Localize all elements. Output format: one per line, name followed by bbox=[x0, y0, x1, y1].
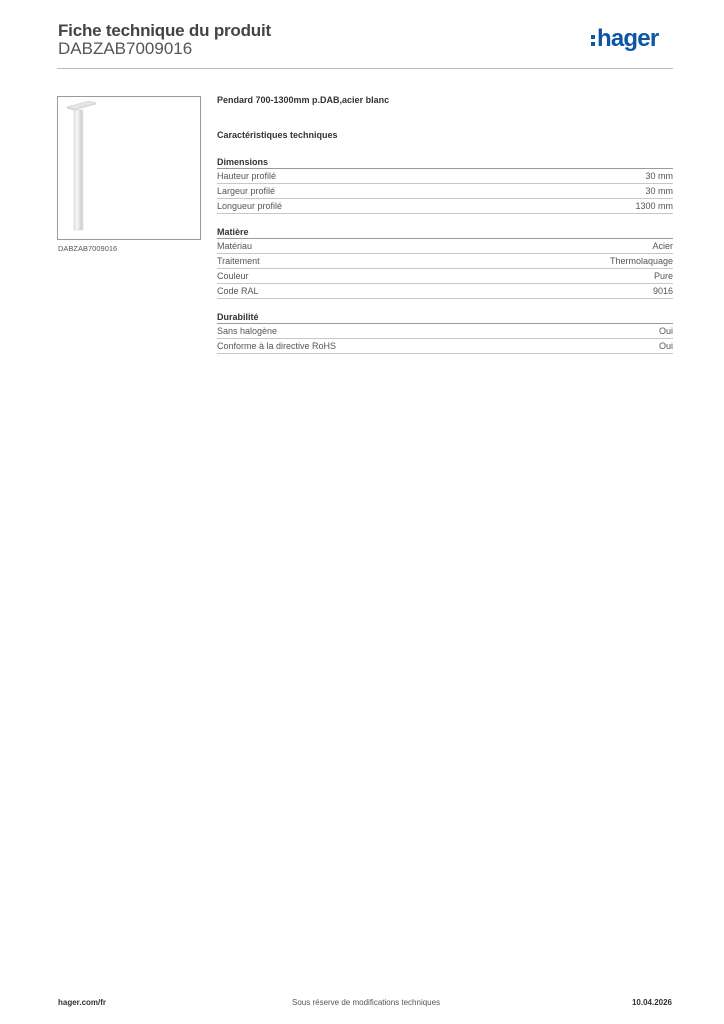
spec-label: Traitement bbox=[217, 256, 260, 266]
page-title: Fiche technique du produit bbox=[58, 21, 271, 40]
spec-label: Largeur profilé bbox=[217, 186, 276, 196]
spec-value: 9016 bbox=[652, 286, 673, 296]
spec-value: 30 mm bbox=[645, 186, 673, 196]
header-divider bbox=[57, 68, 673, 69]
footer-website-link[interactable]: hager.com/fr bbox=[58, 998, 107, 1007]
footer-date: 10.04.2026 bbox=[631, 998, 672, 1007]
spec-row bbox=[217, 269, 673, 284]
product-image-frame bbox=[57, 96, 201, 240]
spec-row bbox=[217, 239, 673, 254]
specs-heading: Caractéristiques techniques bbox=[217, 130, 338, 140]
spec-group-material bbox=[217, 226, 673, 299]
group-title: Dimensions bbox=[217, 156, 673, 169]
product-name: Pendard 700-1300mm p.DAB,acier blanc bbox=[217, 95, 390, 105]
spec-label: Hauteur profilé bbox=[217, 171, 277, 181]
spec-row bbox=[217, 284, 673, 299]
spec-label: Conforme à la directive RoHS bbox=[217, 341, 337, 351]
spec-row bbox=[217, 199, 673, 214]
spec-label: Longueur profilé bbox=[217, 201, 283, 211]
spec-row bbox=[217, 324, 673, 339]
spec-row bbox=[217, 169, 673, 184]
spec-row bbox=[217, 254, 673, 269]
product-reference: DABZAB7009016 bbox=[58, 39, 193, 58]
spec-sheet bbox=[217, 94, 673, 354]
spec-row bbox=[217, 339, 673, 354]
spec-value: Thermolaquage bbox=[609, 256, 673, 266]
spec-value: 1300 mm bbox=[635, 201, 673, 211]
spec-label: Couleur bbox=[217, 271, 249, 281]
ceiling-pendant-pole-illustration bbox=[58, 97, 200, 239]
spec-group-durability bbox=[217, 311, 673, 354]
spec-label: Code RAL bbox=[217, 286, 259, 296]
group-title: Durabilité bbox=[217, 311, 673, 324]
spec-value: Acier bbox=[652, 241, 673, 251]
group-title: Matière bbox=[217, 226, 673, 239]
spec-value: Oui bbox=[658, 341, 673, 351]
logo-dots-icon bbox=[591, 35, 595, 49]
spec-label: Matériau bbox=[217, 241, 253, 251]
spec-row bbox=[217, 184, 673, 199]
logo-wordmark: hager bbox=[597, 25, 659, 52]
spec-group-dimensions bbox=[217, 156, 673, 214]
footer-disclaimer: Sous réserve de modifications techniques bbox=[292, 998, 441, 1007]
spec-value: 30 mm bbox=[645, 171, 673, 181]
hager-logo bbox=[591, 27, 658, 55]
spec-label: Sans halogène bbox=[217, 326, 278, 336]
spec-value: Oui bbox=[658, 326, 673, 336]
spec-value: Pure bbox=[653, 271, 673, 281]
image-caption: DABZAB7009016 bbox=[58, 244, 118, 253]
